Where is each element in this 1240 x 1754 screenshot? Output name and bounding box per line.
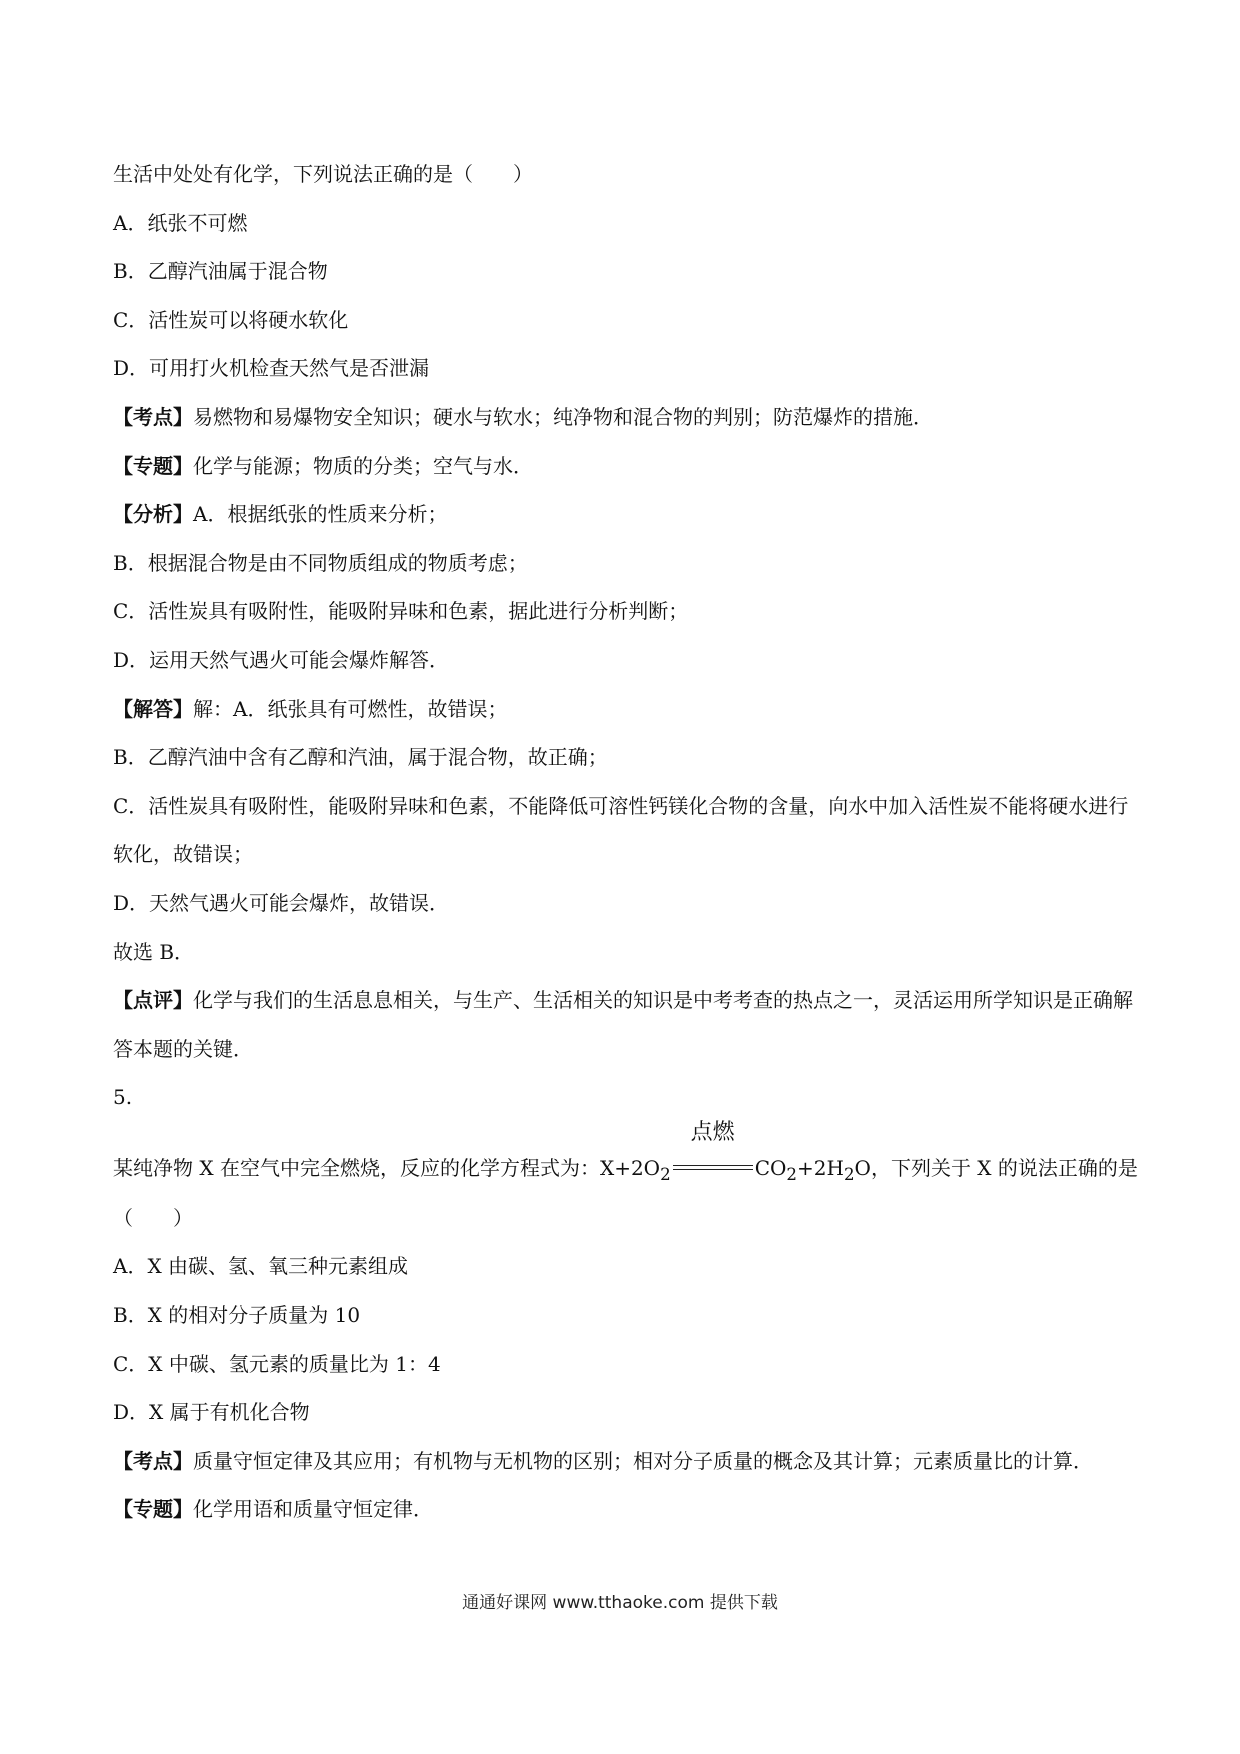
q4-kaodian — [113, 393, 1138, 442]
q4-answer: 故选 B． — [113, 939, 195, 964]
product-co: CO — [754, 1155, 787, 1180]
zhuanti-text: 化学与能源；物质的分类；空气与水． — [193, 453, 533, 478]
q4-zhuanti — [113, 442, 1138, 491]
q4-fenxi-d: D．运用天然气遇火可能会爆炸解答． — [113, 647, 450, 672]
fenxi-tag: 【分析】 — [113, 502, 193, 527]
q4-option-b: B．乙醇汽油属于混合物 — [113, 259, 328, 284]
q4-jieda-c: C．活性炭具有吸附性，能吸附异味和色素，不能降低可溶性钙镁化合物的含量，向水中加入活性炭不能将硬水进行软化，故错误； — [113, 793, 1129, 867]
q5-number: 5. — [113, 1085, 133, 1110]
q5-option-a: A．X 由碳、氢、氧三种元素组成 — [113, 1254, 409, 1279]
q5-kaodian-text: 质量守恒定律及其应用；有机物与无机物的区别；相对分子质量的概念及其计算；元素质量比的计算． — [193, 1448, 1093, 1473]
q4-fenxi-c: C．活性炭具有吸附性，能吸附异味和色素，据此进行分析判断； — [113, 599, 689, 624]
q5-equation-line — [113, 1120, 1138, 1193]
kaodian-tag: 【考点】 — [113, 404, 193, 429]
q4-option-d: D．可用打火机检查天然气是否泄漏 — [113, 356, 430, 381]
reaction-arrow — [673, 1120, 753, 1179]
q5-stem — [113, 1122, 1138, 1194]
q5-stem-after: （ ） — [113, 1205, 193, 1230]
jieda-text-0: 解：A．纸张具有可燃性，故错误； — [193, 696, 508, 721]
q5-zhuanti-text: 化学用语和质量守恒定律． — [193, 1497, 433, 1522]
fenxi-text-0: A．根据纸张的性质来分析； — [193, 502, 448, 527]
q5-kaodian — [113, 1437, 1138, 1486]
reaction-condition: 点燃 — [690, 1120, 735, 1146]
zhuanti-tag: 【专题】 — [113, 453, 193, 478]
q4-stem: 生活中处处有化学，下列说法正确的是（ ） — [113, 162, 533, 186]
h2-subscript: 2 — [843, 1164, 855, 1184]
dianping-tag: 【点评】 — [113, 988, 193, 1013]
q5-zhuanti-tag: 【专题】 — [113, 1497, 193, 1522]
q4-option-c: C．活性炭可以将硬水软化 — [113, 307, 349, 332]
o2-subscript: 2 — [660, 1164, 671, 1184]
q5-stem-before: 某纯净物 X 在空气中完全燃烧，反应的化学方程式为：X+2O — [113, 1155, 661, 1180]
content — [113, 150, 1138, 1534]
q5-zhuanti — [113, 1485, 1138, 1534]
jieda-tag: 【解答】 — [113, 696, 193, 721]
q4-option-a: A．纸张不可燃 — [113, 210, 248, 235]
q4-jieda — [113, 685, 1138, 734]
dianping-text: 化学与我们的生活息息相关，与生产、生活相关的知识是中考考查的热点之一，灵活运用所学知识是正确解答本题的关键． — [113, 988, 1133, 1061]
product-tail: O，下列关于 X 的说法正确的是 — [854, 1155, 1138, 1180]
q4-jieda-d: D．天然气遇火可能会爆炸，故错误． — [113, 890, 450, 915]
q4-fenxi — [113, 490, 1138, 539]
q4-fenxi-b: B．根据混合物是由不同物质组成的物质考虑； — [113, 550, 528, 575]
q5-option-d: D．X 属于有机化合物 — [113, 1400, 310, 1425]
product-h: +2H — [797, 1155, 844, 1180]
co2-subscript: 2 — [786, 1164, 797, 1184]
q5-kaodian-tag: 【考点】 — [113, 1448, 193, 1473]
q5-option-b: B．X 的相对分子质量为 10 — [113, 1303, 361, 1328]
q4-jieda-b: B．乙醇汽油中含有乙醇和汽油，属于混合物，故正确； — [113, 745, 608, 770]
kaodian-text: 易燃物和易爆物安全知识；硬水与软水；纯净物和混合物的判别；防范爆炸的措施． — [193, 404, 933, 429]
q5-option-c: C．X 中碳、氢元素的质量比为 1：4 — [113, 1351, 441, 1376]
q4-dianping — [113, 976, 1138, 1073]
page-footer: 通通好课网 www.tthaoke.com 提供下载 — [462, 1593, 778, 1613]
